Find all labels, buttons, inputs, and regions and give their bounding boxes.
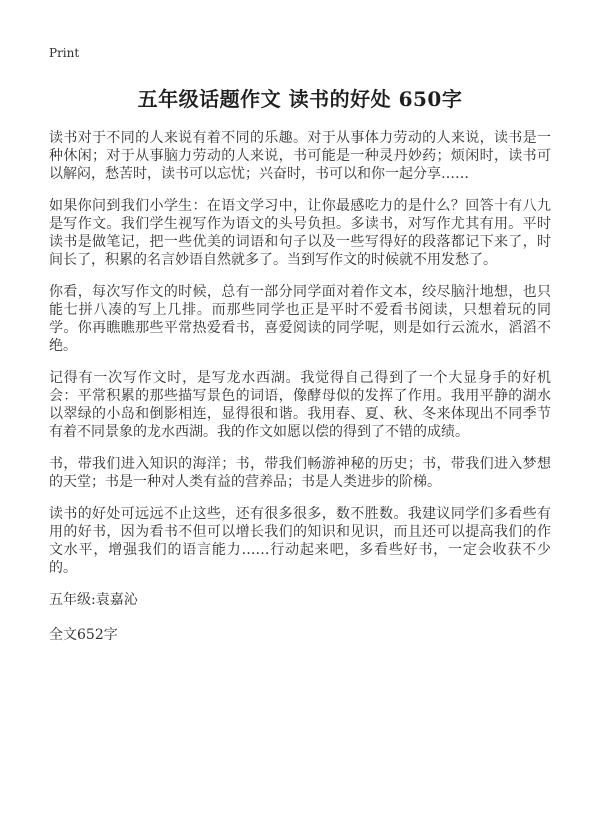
essay-paragraph: 书，带我们进入知识的海洋；书，带我们畅游神秘的历史；书，带我们进入梦想的天堂；书是一种对人类有益的营养品；书是人类进步的阶梯。	[49, 456, 551, 490]
essay-paragraph: 你看，每次写作文的时候，总有一部分同学面对着作文本，绞尽脑汁地想，也只能七拼八凑的写上几排。而那些同学也正是平时不爱看书阅读，只想着玩的同学。你再瞧瞧那些平常热爱看书，喜爱阅读的同学呢，则是如行云流水，滔滔不绝。	[49, 284, 551, 354]
essay-paragraph: 读书的好处可远远不止这些，还有很多很多，数不胜数。我建议同学们多看些有用的好书，因为看书不但可以增长我们的知识和见识，而且还可以提高我们的作文水平，增强我们的语言能力……行动起来吧，多看些好书，一定会收获不少的。	[49, 506, 551, 576]
essay-paragraph: 如果你问到我们小学生：在语文学习中，让你最感吃力的是什么？回答十有八九是写作文。我们学生视写作为语文的头号负担。多读书，对写作尤其有用。平时读书是做笔记，把一些优美的词语和句子以及一些写得好的段落都记下来了，时间长了，积累的名言妙语自然就多了。当到写作文的时候就不用发愁了。	[49, 198, 551, 268]
essay-body	[49, 129, 551, 644]
page-title: 五年级话题作文 读书的好处 650字	[137, 87, 463, 111]
print-link[interactable]: Print	[49, 46, 80, 60]
essay-paragraph: 记得有一次写作文时，是写龙水西湖。我觉得自己得到了一个大显身手的好机会：平常积累的那些描写景色的词语，像酵母似的发挥了作用。我用平静的湖水以翠绿的小岛和倒影相连，显得很和谐。我用春、夏、秋、冬来体现出不同季节有着不同景象的龙水西湖。我的作文如愿以偿的得到了不错的成绩。	[49, 370, 551, 440]
word-count: 全文652字	[49, 627, 118, 643]
essay-paragraph: 读书对于不同的人来说有着不同的乐趣。对于从事体力劳动的人来说，读书是一种休闲；对于从事脑力劳动的人来说，书可能是一种灵丹妙药；烦闲时，读书可以解闷，愁苦时，读书可以忘忧；兴奋时，书可以和你一起分享……	[49, 130, 551, 182]
author-line: 五年级:袁嘉沁	[49, 592, 138, 608]
